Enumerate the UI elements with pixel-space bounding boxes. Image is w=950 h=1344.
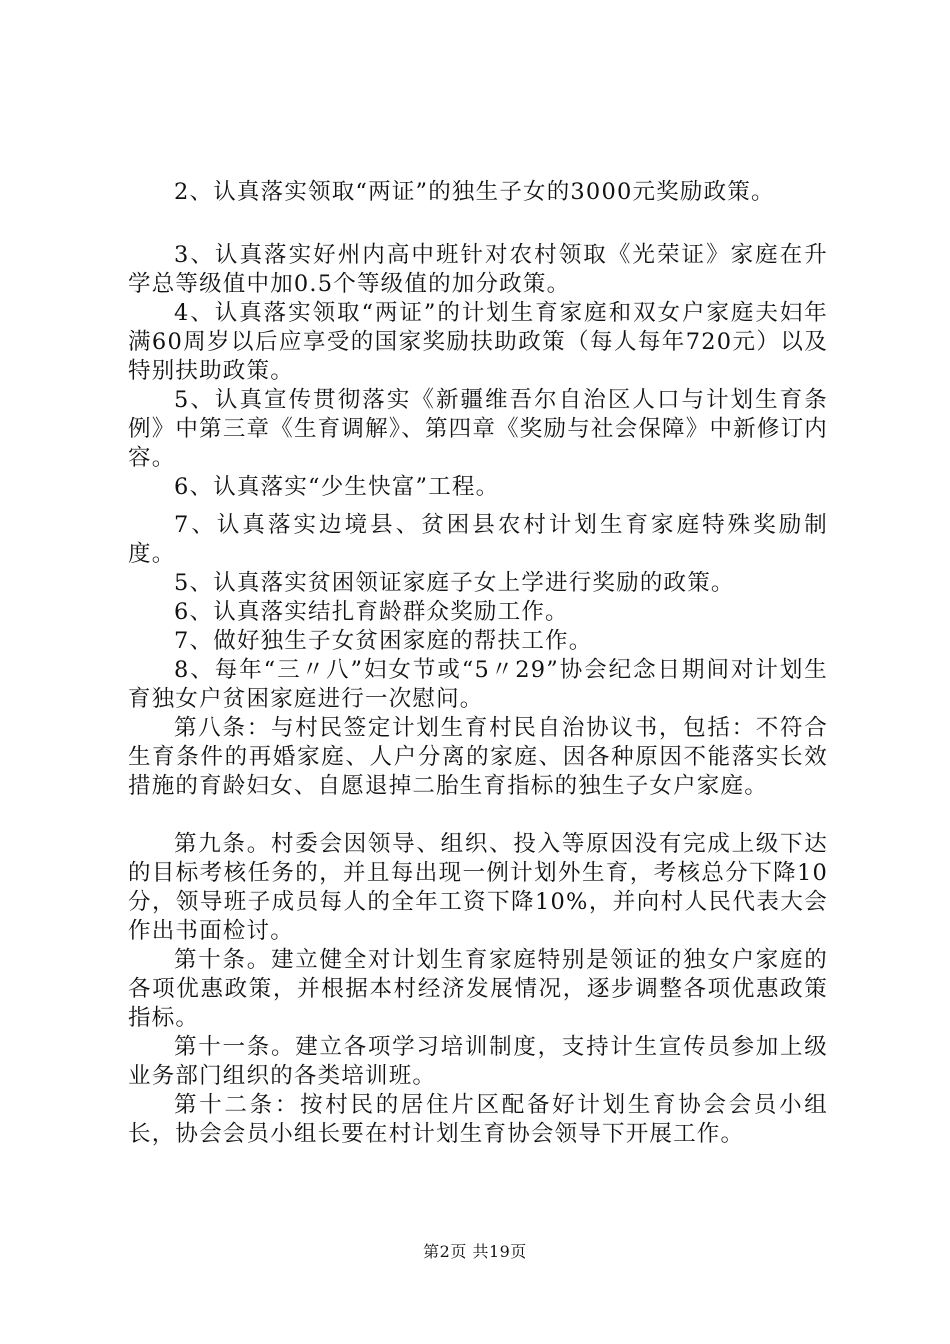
paragraph-item-5-education: 5、认真落实贫困领证家庭子女上学进行奖励的政策。 — [174, 570, 735, 596]
paragraph-item-6-project: 6、认真落实“少生快富”工程。 — [174, 474, 500, 500]
paragraph-item-2-award: 2、认真落实领取“两证”的独生子女的3000元奖励政策。 — [174, 179, 775, 205]
paragraph-item-6-sterilization: 6、认真落实结扎育龄群众奖励工作。 — [174, 599, 569, 625]
paragraph-item-5-regulations: 5、认真宣传贯彻落实《新疆维吾尔自治区人口与计划生育条例》中第三章《生育调解》、第四章《奖励与社会保障》中新修订内容。 — [128, 387, 828, 471]
paragraph-item-7-assistance: 7、做好独生子女贫困家庭的帮扶工作。 — [174, 628, 593, 654]
page-number-footer: 第2页 共19页 — [423, 1242, 527, 1261]
paragraph-item-3-exam-bonus: 3、认真落实好州内高中班针对农村领取《光荣证》家庭在升学总等级值中加0.5个等级值的加分政策。 — [128, 242, 828, 297]
paragraph-article-10: 第十条。建立健全对计划生育家庭特别是领证的独女户家庭的各项优惠政策，并根据本村经济发展情况，逐步调整各项优惠政策指标。 — [128, 947, 828, 1031]
paragraph-article-8: 第八条：与村民签定计划生育村民自治协议书，包括：不符合生育条件的再婚家庭、人户分离的家庭、因各种原因不能落实长效措施的育龄妇女、自愿退掉二胎生育指标的独生子女户家庭。 — [128, 715, 828, 799]
paragraph-item-4-national-subsidy: 4、认真落实领取“两证”的计划生育家庭和双女户家庭夫妇年满60周岁以后应享受的国家奖励扶助政策（每人每年720元）以及特别扶助政策。 — [128, 300, 828, 384]
paragraph-article-12: 第十二条：按村民的居住片区配备好计划生育协会会员小组长，协会会员小组长要在村计划生育协会领导下开展工作。 — [128, 1092, 828, 1147]
paragraph-article-11: 第十一条。建立各项学习培训制度，支持计生宣传员参加上级业务部门组织的各类培训班。 — [128, 1034, 828, 1089]
paragraph-item-7-border-award: 7、认真落实边境县、贫困县农村计划生育家庭特殊奖励制度。 — [128, 512, 828, 567]
paragraph-article-9: 第九条。村委会因领导、组织、投入等原因没有完成上级下达的目标考核任务的，并且每出现一例计划外生育，考核总分下降10分，领导班子成员每人的全年工资下降10%，并向村人民代表大会作出书面检讨。 — [128, 831, 828, 944]
paragraph-item-8-visit: 8、每年“三〃八”妇女节或“5〃29”协会纪念日期间对计划生育独女户贫困家庭进行一次慰问。 — [128, 657, 828, 712]
